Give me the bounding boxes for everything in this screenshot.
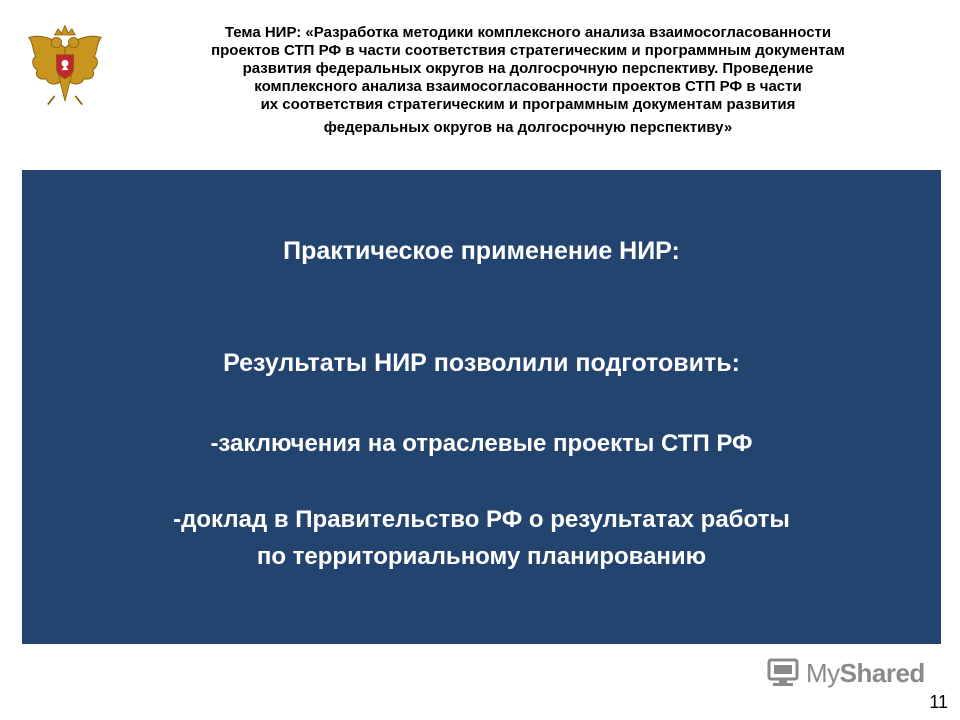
watermark-logo-icon	[766, 658, 800, 688]
result-item-2-line-1: -доклад в Правительство РФ о результатах работы	[173, 506, 790, 533]
page-number: 11	[929, 692, 948, 712]
panel-subtitle: Результаты НИР позволили подготовить:	[223, 349, 740, 377]
panel-title: Практическое применение НИР:	[283, 237, 680, 265]
watermark-prefix: My	[806, 657, 840, 688]
content-panel	[22, 170, 941, 644]
header-line-2: проектов СТП РФ в части соответствия стратегическим и программным документам	[211, 42, 845, 59]
header-line-1: Тема НИР: «Разработка методики комплексного анализа взаимосогласованности	[224, 24, 832, 41]
watermark	[766, 656, 925, 690]
header-line-4: комплексного анализа взаимосогласованности проектов СТП РФ в части	[254, 78, 802, 95]
coat-of-arms-emblem	[22, 22, 108, 108]
watermark-suffix: Shared	[839, 657, 925, 688]
research-topic-header	[118, 24, 938, 137]
header-line-3: развития федеральных округов на долгосрочную перспективу. Проведение	[242, 60, 814, 77]
header-line-6: федеральных округов на долгосрочную перспективу»	[323, 119, 733, 136]
result-item-1: -заключения на отраслевые проекты СТП РФ	[210, 430, 753, 457]
result-item-2-line-2: по территориальному планированию	[256, 543, 707, 570]
watermark-text	[806, 658, 925, 689]
header-line-5: их соответствия стратегическим и программным документам развития	[260, 96, 796, 113]
